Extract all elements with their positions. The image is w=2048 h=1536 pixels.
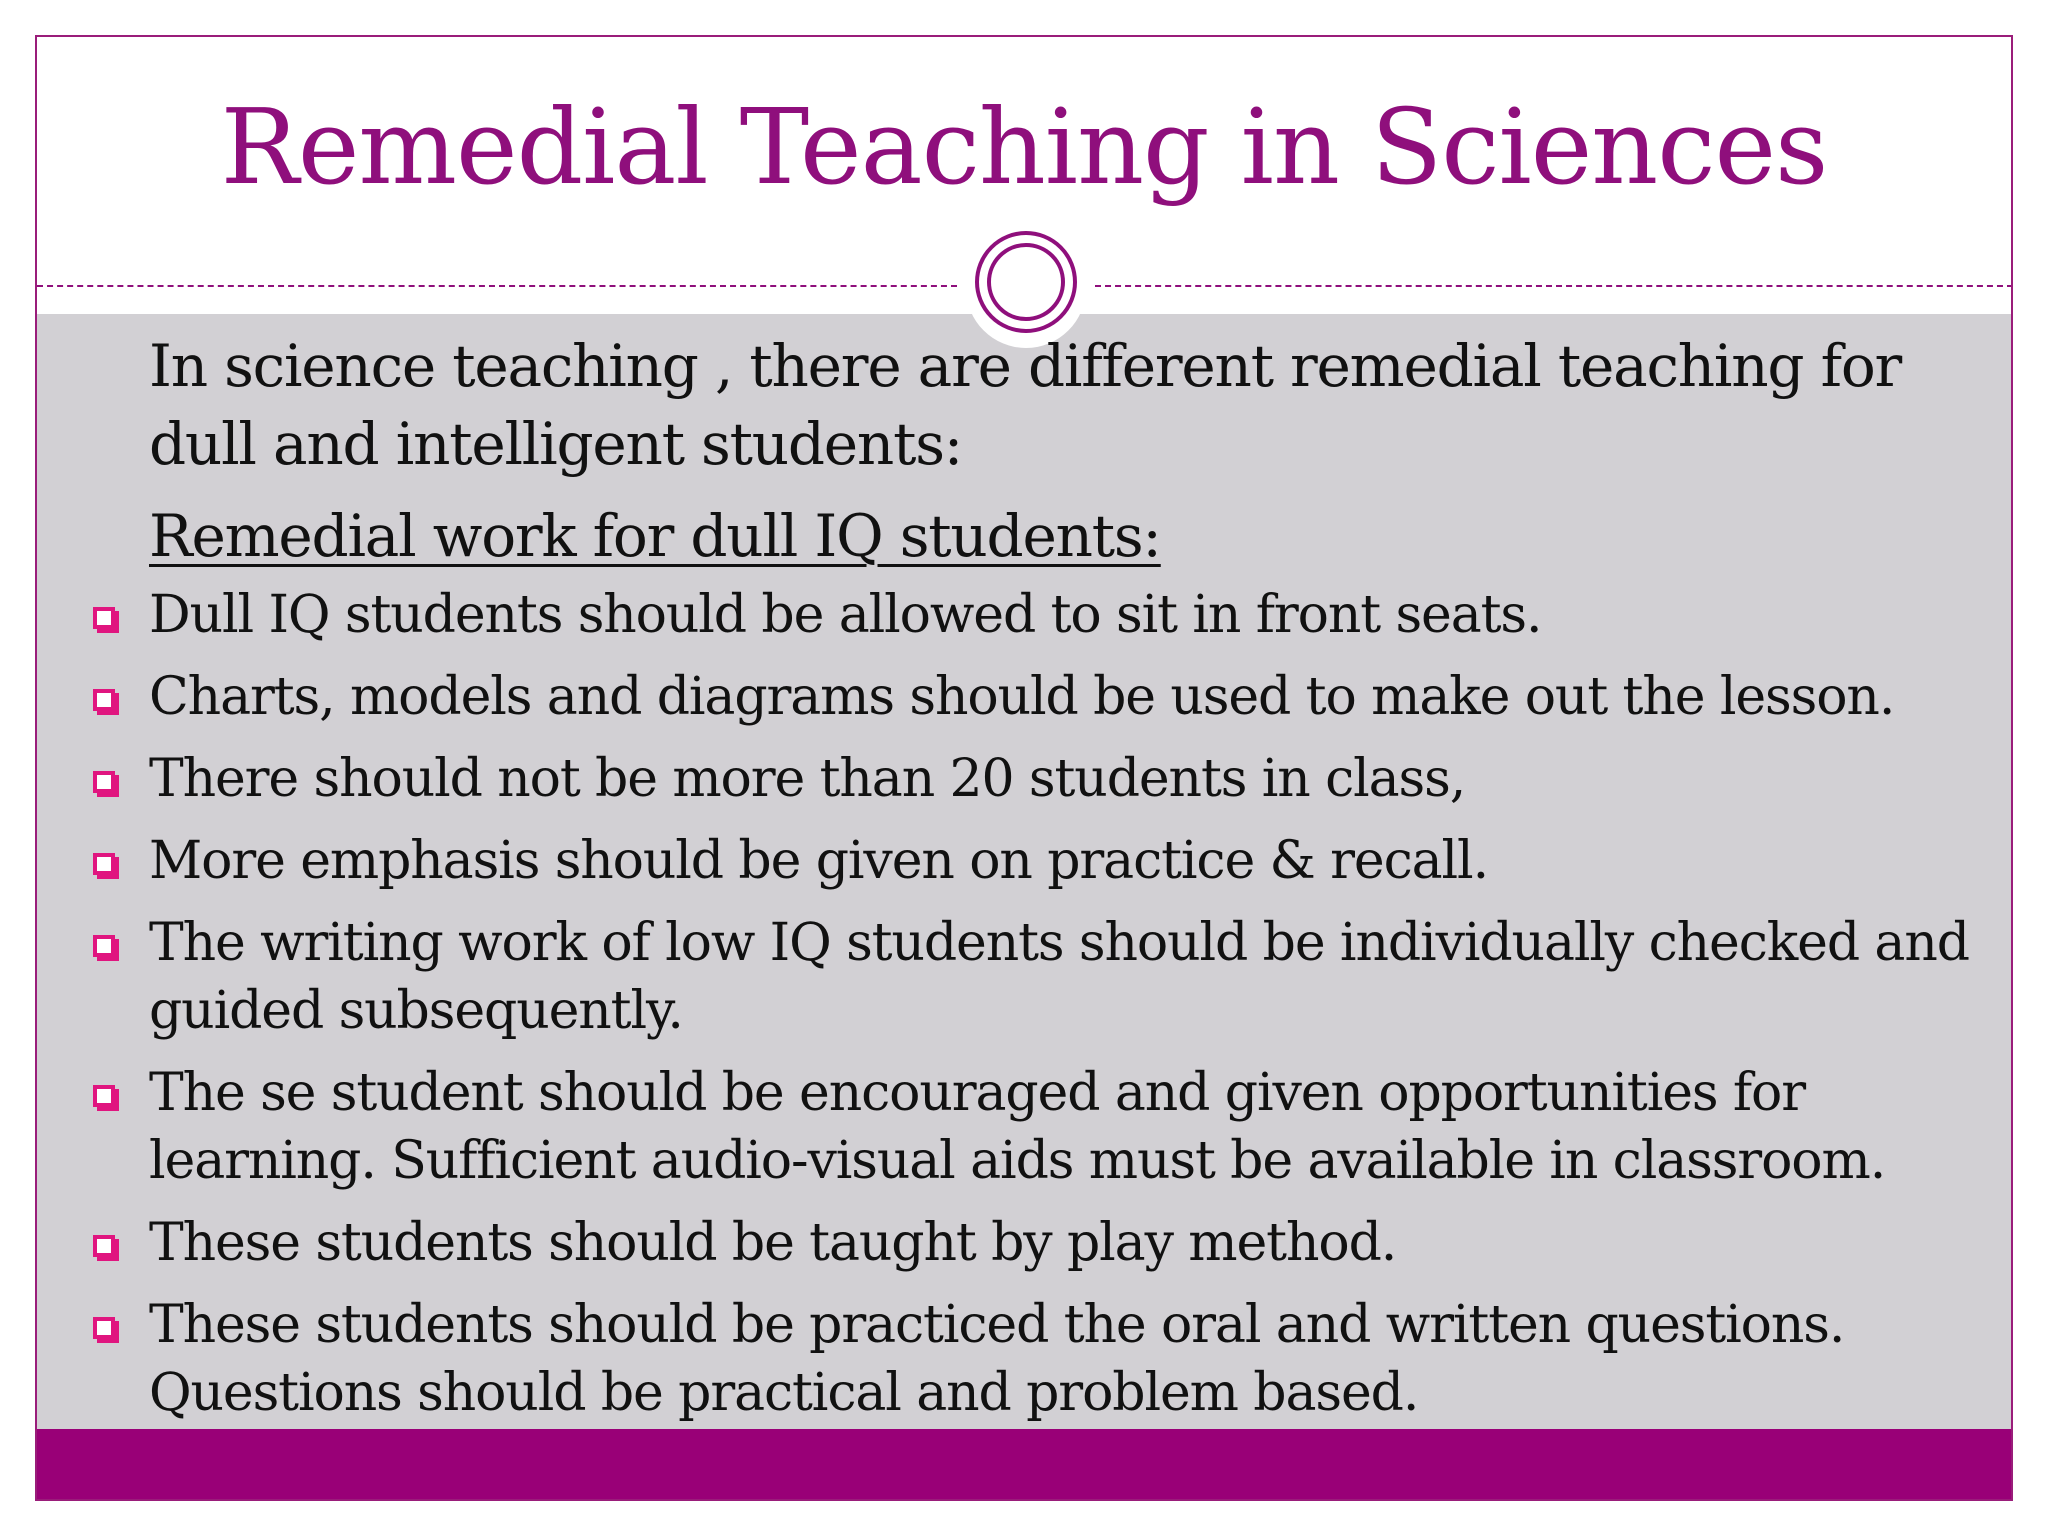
square-bullet-icon	[93, 853, 115, 875]
list-item	[149, 581, 1999, 649]
list-item	[149, 827, 1999, 895]
list-item	[149, 1209, 1999, 1277]
double-circle-ornament-icon	[975, 231, 1077, 333]
title-divider-right	[1095, 285, 2013, 287]
list-item	[149, 663, 1999, 731]
list-item-text: These students should be taught by play method.	[149, 1213, 1397, 1273]
square-bullet-icon	[93, 689, 115, 711]
square-bullet-icon	[93, 1317, 115, 1339]
slide	[35, 35, 2013, 1501]
footer-bar	[37, 1429, 2011, 1501]
square-bullet-icon	[93, 935, 115, 957]
intro-text: In science teaching , there are different remedial teaching for dull and intelligent students:	[149, 332, 1902, 478]
list-item-text: Charts, models and diagrams should be used to make out the lesson.	[149, 667, 1895, 727]
title-divider-left	[37, 285, 957, 287]
list-item-text: There should not be more than 20 students in class,	[149, 749, 1466, 809]
square-bullet-icon	[93, 771, 115, 793]
square-bullet-icon	[93, 1235, 115, 1257]
ornament-inner-ring	[987, 243, 1065, 321]
list-item-text: The se student should be encouraged and given opportunities for learning. Sufficient audio-visual aids must be available in classroom.	[149, 1063, 1886, 1191]
section-heading: Remedial work for dull IQ students:	[149, 502, 1161, 570]
list-item-text: Dull IQ students should be allowed to sit in front seats.	[149, 585, 1542, 645]
list-item-text: More emphasis should be given on practice & recall.	[149, 831, 1489, 891]
list-item-text: The writing work of low IQ students should be individually checked and guided subsequently.	[149, 913, 1969, 1041]
slide-title: Remedial Teaching in Sciences	[220, 86, 1828, 208]
list-item	[149, 745, 1999, 813]
list-item	[149, 1059, 1999, 1195]
list-item-text: These students should be practiced the oral and written questions. Questions should be practical and problem based.	[149, 1295, 1845, 1423]
list-item	[149, 909, 1999, 1045]
bullet-list	[149, 581, 1999, 1427]
square-bullet-icon	[93, 607, 115, 629]
slide-body	[149, 327, 1999, 1441]
list-item	[149, 1291, 1999, 1427]
square-bullet-icon	[93, 1085, 115, 1107]
